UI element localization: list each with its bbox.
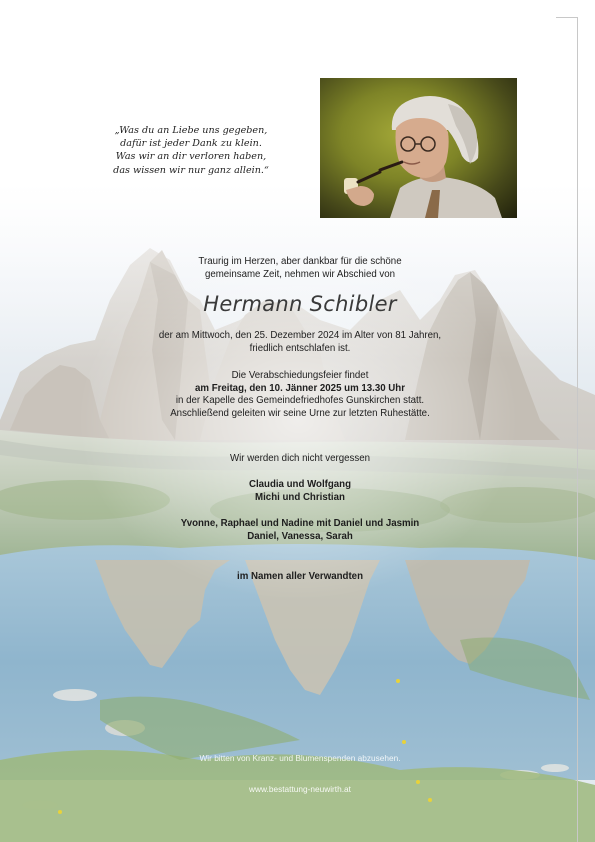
ceremony-urn: Anschließend geleiten wir seine Urne zur letzten Ruhestätte. xyxy=(170,407,430,419)
donation-note: Wir bitten von Kranz- und Blumenspenden abzusehen. xyxy=(199,753,401,763)
passing-line: der am Mittwoch, den 25. Dezember 2024 im Alter von 81 Jahren, xyxy=(158,330,442,341)
quote-line: das wissen wir nur ganz allein.“ xyxy=(113,164,269,176)
intro-text xyxy=(100,256,500,281)
family-line: Claudia und Wolfgang xyxy=(248,479,352,490)
ceremony-date: am Freitag, den 10. Jänner 2025 um 13.30 Uhr xyxy=(195,382,405,394)
funeral-home-link[interactable]: www.bestattung-neuwirth.at xyxy=(249,784,351,794)
memorial-quote xyxy=(96,124,286,177)
family-group xyxy=(100,479,500,504)
deceased-name: Hermann Schibler xyxy=(203,292,397,316)
intro-line: Traurig im Herzen, aber dankbar für die schöne xyxy=(198,256,402,267)
quote-line: dafür ist jeder Dank zu klein. xyxy=(120,138,262,150)
remember-text: Wir werden dich nicht vergessen xyxy=(230,453,370,464)
relatives-text: im Namen aller Verwandten xyxy=(237,571,363,582)
family-line: Yvonne, Raphael und Nadine mit Daniel und Jasmin xyxy=(180,518,420,529)
family-line: Michi und Christian xyxy=(255,491,345,503)
quote-line: Was wir an dir verloren haben, xyxy=(115,151,267,163)
passing-line: friedlich entschlafen ist. xyxy=(249,342,351,354)
passing-text xyxy=(100,330,500,355)
frame-right-line xyxy=(577,18,578,842)
ceremony-location: in der Kapelle des Gemeindefriedhofes Gunskirchen statt. xyxy=(175,395,425,407)
ceremony-details xyxy=(100,370,500,420)
family-group xyxy=(100,518,500,543)
frame-corner-line xyxy=(556,17,578,18)
intro-line: gemeinsame Zeit, nehmen wir Abschied von xyxy=(204,268,396,280)
portrait-photo xyxy=(320,78,517,218)
family-line: Daniel, Vanessa, Sarah xyxy=(247,530,353,542)
ceremony-line: Die Verabschiedungsfeier findet xyxy=(231,370,369,381)
quote-line: „Was du an Liebe uns gegeben, xyxy=(114,125,268,136)
portrait-illustration xyxy=(320,78,517,218)
